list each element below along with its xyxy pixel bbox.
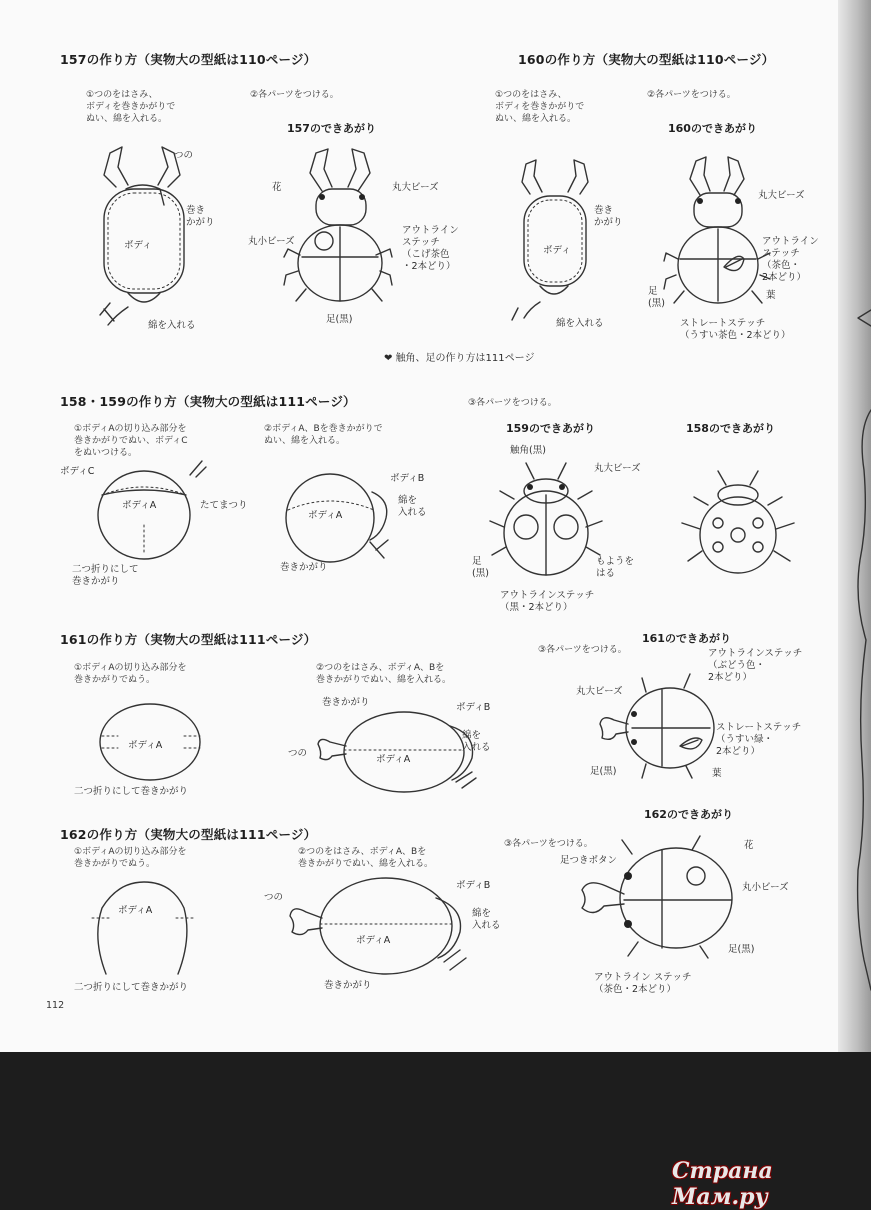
label-bodyA2-162: ボディA — [356, 935, 391, 946]
label-body-157: ボディ — [124, 240, 152, 251]
label-marudai-160: 丸大ビーズ — [758, 190, 805, 201]
ladybug-finished-159 — [488, 455, 608, 575]
label-marusho-162: 丸小ビーズ — [742, 882, 789, 893]
label-ashi-157: 足(黒) — [326, 314, 353, 325]
label-ha-161: 葉 — [712, 768, 722, 779]
label-makikagari-158: 巻きかがり — [280, 562, 328, 573]
step3-162: ③各パーツをつける。 — [504, 839, 593, 849]
result-159: 159のできあがり — [506, 422, 595, 435]
label-tatematsuri-158: たてまつり — [200, 500, 248, 511]
label-wata-161: 綿を 入れる — [462, 730, 491, 753]
label-hana-157: 花 — [272, 182, 282, 193]
ladybug-step1-158 — [90, 455, 210, 570]
label-outline-161: アウトラインステッチ （ぶどう色・ 2本どり） — [708, 648, 803, 683]
label-wata-157: 綿を入れる — [148, 320, 196, 331]
label-body-160: ボディ — [543, 245, 571, 256]
stag-beetle-finished-157 — [282, 145, 392, 315]
label-bodyA2-161: ボディA — [376, 754, 411, 765]
label-hana-162: 花 — [744, 840, 754, 851]
step3-158: ③各パーツをつける。 — [468, 398, 557, 408]
result-158: 158のできあがり — [686, 422, 775, 435]
step1-162: ①ボディAの切り込み部分を 巻きかがりでぬう。 — [74, 847, 187, 869]
label-bodyB-158: ボディB — [390, 473, 425, 484]
step2-157: ②各パーツをつける。 — [250, 90, 339, 100]
step1-157: ①つのをはさみ、 ボディを巻きかがりで ぬい、綿を入れる。 — [86, 90, 176, 124]
label-futatsu-158: 二つ折りにして 巻きかがり — [72, 564, 139, 587]
label-straight-161: ストレートステッチ （うすい緑・ 2本どり） — [716, 722, 802, 757]
label-outline-160: アウトライン ステッチ （茶色・ 2本どり） — [762, 236, 819, 283]
label-outline-162: アウトライン ステッチ （茶色・2本どり） — [594, 972, 692, 995]
result-162: 162のできあがり — [644, 808, 733, 821]
label-tsuno-157: つの — [174, 150, 194, 161]
step2-160: ②各パーツをつける。 — [647, 90, 736, 100]
label-ashitsuki-162: 足つきボタン — [560, 855, 618, 866]
ladybug-finished-158 — [680, 465, 800, 585]
label-makikagari-161: 巻きかがり — [322, 697, 370, 708]
label-marudai-157: 丸大ビーズ — [392, 182, 439, 193]
label-makikagari-162: 巻きかがり — [324, 980, 372, 991]
label-marudai-161: 丸大ビーズ — [576, 686, 623, 697]
label-moyou-159: もようを はる — [596, 556, 635, 579]
label-wata-162: 綿を 入れる — [472, 908, 501, 931]
label-wata-160: 綿を入れる — [556, 318, 604, 329]
label-ashi-162: 足(黒) — [728, 944, 755, 955]
label-bodyC-158: ボディC — [60, 466, 95, 477]
step1-161: ①ボディAの切り込み部分を 巻きかがりでぬう。 — [74, 663, 187, 685]
label-outline-159: アウトラインステッチ （黒・2本どり） — [500, 590, 595, 613]
label-ashi-159: 足 (黒) — [472, 556, 489, 579]
label-marusho-157: 丸小ビーズ — [248, 236, 295, 247]
label-ha-160: 葉 — [766, 290, 776, 301]
result-161: 161のできあがり — [642, 632, 731, 645]
next-page-edge-drawing — [848, 0, 871, 1052]
label-makikagari-157: 巻き かがり — [186, 205, 215, 228]
heart-icon: ❤ — [384, 353, 396, 364]
watermark-logo: Страна Мам.ру — [672, 1158, 773, 1210]
label-bodyA-161: ボディA — [128, 740, 163, 751]
step1-158: ①ボディAの切り込み部分を 巻きかがりでぬい、ボディC をぬいつける。 — [74, 424, 188, 458]
label-tsuno-162: つの — [264, 892, 284, 903]
label-ashi-160: 足 (黒) — [648, 286, 665, 309]
result-157: 157のできあがり — [287, 122, 376, 135]
heading-162: 162の作り方（実物大の型紙は111ページ） — [60, 827, 317, 842]
beetle-finished-162 — [568, 830, 738, 960]
label-ashi-161: 足(黒) — [590, 766, 617, 777]
label-futatsu-161: 二つ折りにして巻きかがり — [74, 786, 189, 797]
label-tsuno-161: つの — [288, 748, 308, 759]
heading-161: 161の作り方（実物大の型紙は111ページ） — [60, 632, 317, 647]
heading-157: 157の作り方（実物大の型紙は110ページ） — [60, 52, 317, 67]
stag-beetle-finished-160 — [662, 155, 772, 320]
label-bodyA2-158: ボディA — [308, 510, 343, 521]
label-bodyA-162: ボディA — [118, 905, 153, 916]
note-160 — [384, 349, 534, 364]
label-straight-160: ストレートステッチ （うすい茶色・2本どり） — [680, 318, 791, 341]
step1-160: ①つのをはさみ、 ボディを巻きかがりで ぬい、綿を入れる。 — [495, 90, 585, 124]
label-shokkaku-159: 触角(黒) — [510, 445, 546, 456]
beetle-step1-162 — [88, 878, 198, 988]
heading-160: 160の作り方（実物大の型紙は110ページ） — [518, 52, 775, 67]
label-futatsu-162: 二つ折りにして巻きかがり — [74, 982, 189, 993]
heading-158-159: 158・159の作り方（実物大の型紙は111ページ） — [60, 394, 356, 409]
label-makikagari-160: 巻き かがり — [594, 205, 623, 228]
result-160: 160のできあがり — [668, 122, 757, 135]
note-text-160: 触角、足の作り方は111ページ — [395, 353, 535, 364]
label-outline-157: アウトライン ステッチ （こげ茶色 ・2本どり） — [402, 225, 459, 272]
label-bodyB-161: ボディB — [456, 702, 491, 713]
step2-162: ②つのをはさみ、ボディA、Bを 巻きかがりでぬい、綿を入れる。 — [298, 847, 434, 869]
label-wata-158: 綿を 入れる — [398, 495, 427, 518]
label-bodyB-162: ボディB — [456, 880, 491, 891]
page-number: 112 — [46, 1000, 65, 1011]
step2-158: ②ボディA、Bを巻きかがりで ぬい、綿を入れる。 — [264, 424, 383, 446]
label-bodyA-158: ボディA — [122, 500, 157, 511]
beetle-step2-162 — [284, 872, 474, 982]
step3-161: ③各パーツをつける。 — [538, 645, 627, 655]
label-marudai-159: 丸大ビーズ — [594, 463, 641, 474]
step2-161: ②つのをはさみ、ボディA、Bを 巻きかがりでぬい、綿を入れる。 — [316, 663, 452, 685]
beetle-step2-161 — [316, 706, 486, 796]
